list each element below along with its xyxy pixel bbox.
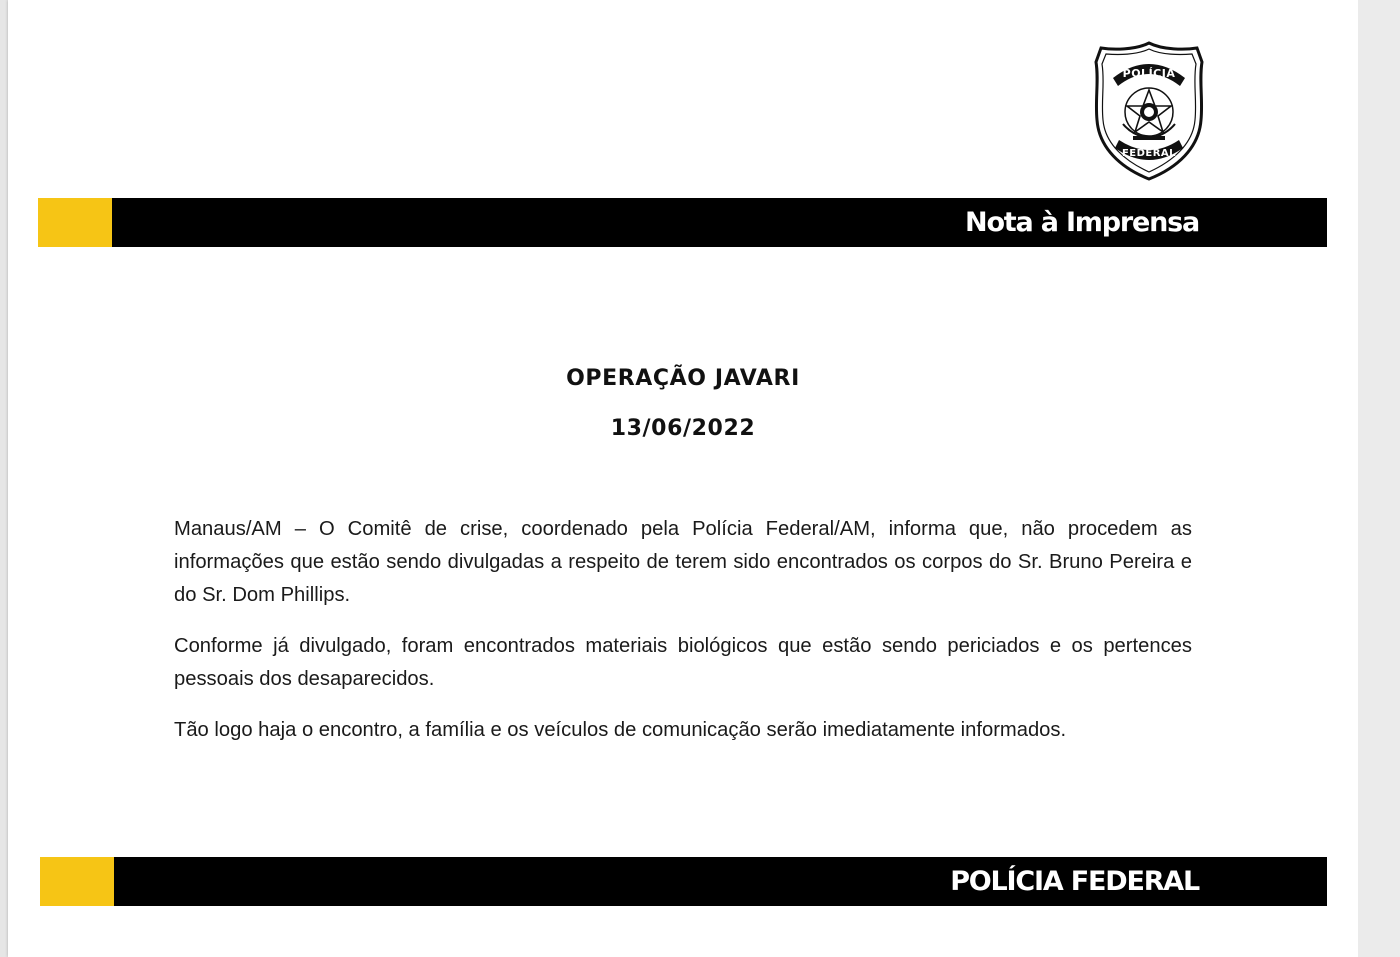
document-date: 13/06/2022 [610,416,756,441]
footer-banner-text: POLÍCIA FEDERAL [950,866,1199,897]
body-paragraph: Manaus/AM – O Comitê de crise, coordenado pela Polícia Federal/AM, informa que, não procedem as informações que estão sendo divulgadas a respeito de terem sido encontrados os corpos do Sr. Bruno Pereira e do Sr. Dom Phillips. [174,518,1192,606]
document-page [8,0,1358,957]
document-title: OPERAÇÃO JAVARI [566,366,800,391]
body-paragraph: Conforme já divulgado, foram encontrados materiais biológicos que estão sendo periciados e os pertences pessoais dos desaparecidos. [174,635,1192,690]
footer-banner [40,857,1327,906]
svg-text:POLÍCIA: POLÍCIA [1122,67,1176,80]
footer-accent-stripe [40,857,114,906]
header-accent-stripe [38,198,112,247]
header-banner [38,198,1327,247]
policia-federal-badge-icon [1093,40,1205,182]
header-banner-text: Nota à Imprensa [965,207,1199,238]
svg-text:FEDERAL: FEDERAL [1121,148,1177,159]
document-body [174,513,1192,765]
body-paragraph: Tão logo haja o encontro, a família e os veículos de comunicação serão imediatamente informados. [174,719,1067,741]
viewer-right-gutter [1358,0,1400,957]
